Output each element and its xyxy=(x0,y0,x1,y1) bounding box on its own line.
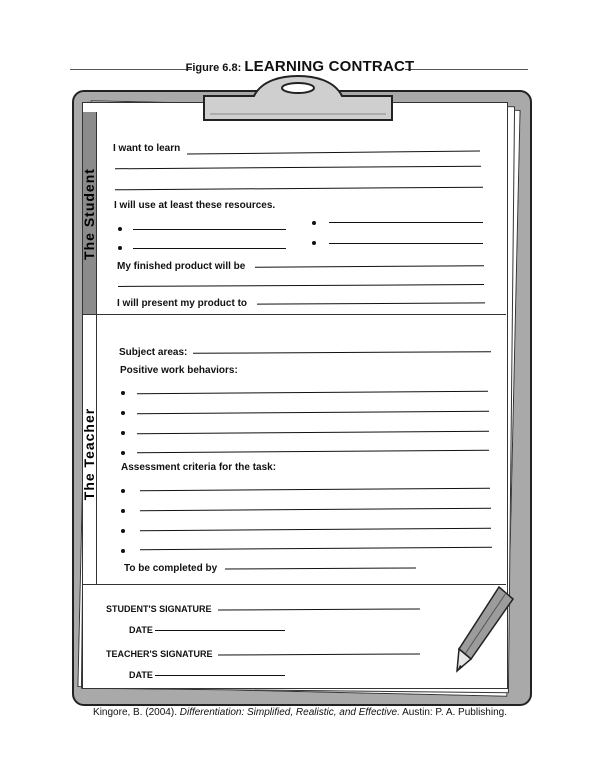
assessment-criteria-label: Assessment criteria for the task: xyxy=(121,462,277,473)
behavior-bullet-3 xyxy=(121,431,125,435)
finished-product-label: My finished product will be xyxy=(117,261,246,272)
student-signature-label: STUDENT'S SIGNATURE xyxy=(106,604,212,614)
resource-bullet-3 xyxy=(118,246,122,250)
page-title xyxy=(0,58,600,75)
student-date-label: DATE xyxy=(129,625,153,635)
completed-by-label: To be completed by xyxy=(124,563,218,574)
work-behaviors-label: Positive work behaviors: xyxy=(120,365,238,376)
student-date-line[interactable] xyxy=(155,630,285,631)
citation-author: Kingore, B. (2004). xyxy=(93,707,180,718)
teacher-date-label: DATE xyxy=(129,670,153,680)
section-divider-2 xyxy=(83,584,506,585)
want-to-learn-label: I want to learn xyxy=(113,143,181,154)
criteria-bullet-2 xyxy=(121,509,125,513)
resource-bullet-4 xyxy=(312,241,316,245)
behavior-bullet-1 xyxy=(121,391,125,395)
citation-work: Differentiation: Simplified, Realistic, and Effective. xyxy=(179,707,400,718)
behavior-bullet-4 xyxy=(121,451,125,455)
criteria-bullet-1 xyxy=(121,489,125,493)
teacher-tab-label: The Teacher xyxy=(81,407,97,501)
figure-label: Figure 6.8: xyxy=(185,62,245,74)
criteria-bullet-4 xyxy=(121,549,125,553)
resources-label: I will use at least these resources. xyxy=(114,200,276,211)
resource-bullet-1 xyxy=(118,227,122,231)
pencil-icon xyxy=(455,585,515,675)
behavior-bullet-2 xyxy=(121,411,125,415)
criteria-bullet-3 xyxy=(121,529,125,533)
teacher-date-line[interactable] xyxy=(155,675,285,676)
teacher-signature-label: TEACHER'S SIGNATURE xyxy=(106,649,213,659)
resource-bullet-2 xyxy=(312,221,316,225)
student-tab-label: The Student xyxy=(81,168,97,260)
resource-line-1[interactable] xyxy=(133,229,286,230)
citation-publisher: Austin: P. A. Publishing. xyxy=(399,707,507,718)
resource-line-4[interactable] xyxy=(329,243,483,244)
resource-line-2[interactable] xyxy=(329,222,483,223)
resource-line-3[interactable] xyxy=(133,248,286,249)
citation xyxy=(0,707,600,718)
present-to-label: I will present my product to xyxy=(117,298,248,309)
subject-areas-label: Subject areas: xyxy=(119,347,188,358)
contract-title: LEARNING CONTRACT xyxy=(244,58,415,75)
clipboard-clip-icon xyxy=(202,74,394,122)
section-divider-1 xyxy=(83,314,506,315)
